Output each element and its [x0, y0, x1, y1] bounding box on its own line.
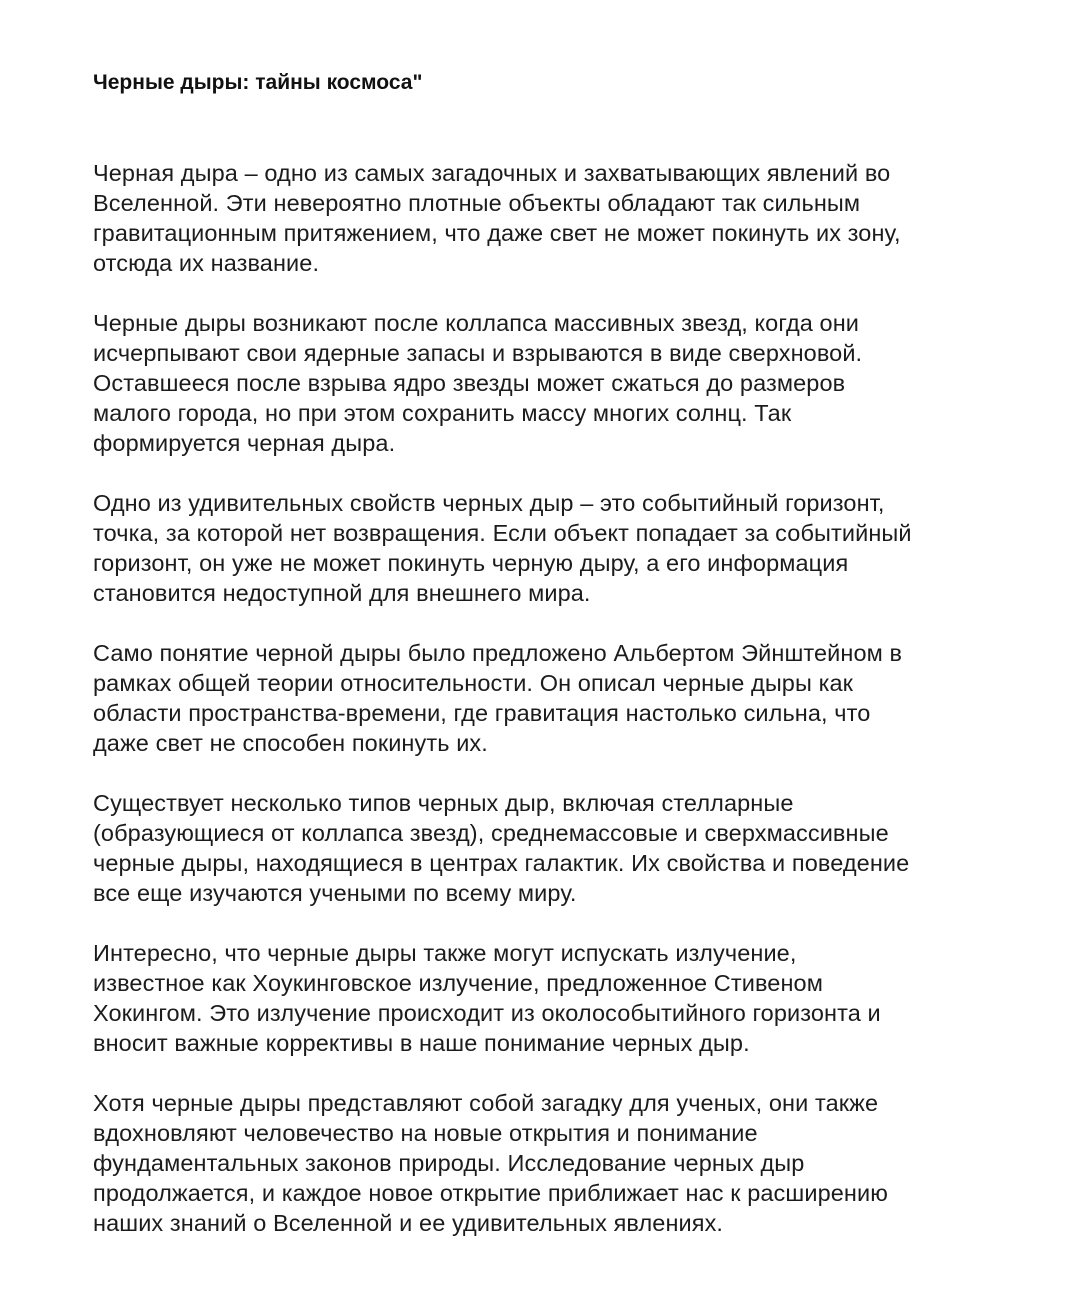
paragraph: Одно из удивительных свойств черных дыр – это событийный горизонт, точка, за которой нет возвращения. Если объект попадает за событийный горизонт, он уже не может покинуть черную дыру, а его информация становится недоступной для внешнего мира.	[93, 490, 912, 606]
paragraph: Само понятие черной дыры было предложено Альбертом Эйнштейном в рамках общей теории относительности. Он описал черные дыры как области пространства-времени, где гравитация настолько сильна, что даже свет не способен покинуть их.	[93, 640, 903, 756]
paragraph: Черная дыра – одно из самых загадочных и захватывающих явлений во Вселенной. Эти невероятно плотные объекты обладают так сильным гравитационным притяжением, что даже свет не может покинуть их зону, отсюда их название.	[93, 160, 901, 276]
paragraph: Черные дыры возникают после коллапса массивных звезд, когда они исчерпывают свои ядерные запасы и взрываются в виде сверхновой. Оставшееся после взрыва ядро звезды может сжаться до размеров малого города, но при этом сохранить массу многих солнц. Так формируется черная дыра.	[93, 310, 863, 456]
paragraph: Существует несколько типов черных дыр, включая стелларные (образующиеся от коллапса звезд), среднемассовые и сверхмассивные черные дыры, находящиеся в центрах галактик. Их свойства и поведение все еще изучаются учеными по всему миру.	[93, 790, 910, 906]
paragraph: Интересно, что черные дыры также могут испускать излучение, известное как Хоукинговское излучение, предложенное Стивеном Хокингом. Это излучение происходит из околособытийного горизонта и вносит важные коррективы в наше понимание черных дыр.	[93, 940, 881, 1056]
document	[93, 68, 993, 1238]
document-title: Черные дыры: тайны космоса"	[93, 71, 423, 94]
document-body	[93, 158, 993, 1238]
paragraph: Хотя черные дыры представляют собой загадку для ученых, они также вдохновляют человечество на новые открытия и понимание фундаментальных законов природы. Исследование черных дыр продолжается, и каждое новое открытие приближает нас к расширению наших знаний о Вселенной и ее удивительных явлениях.	[93, 1090, 888, 1236]
